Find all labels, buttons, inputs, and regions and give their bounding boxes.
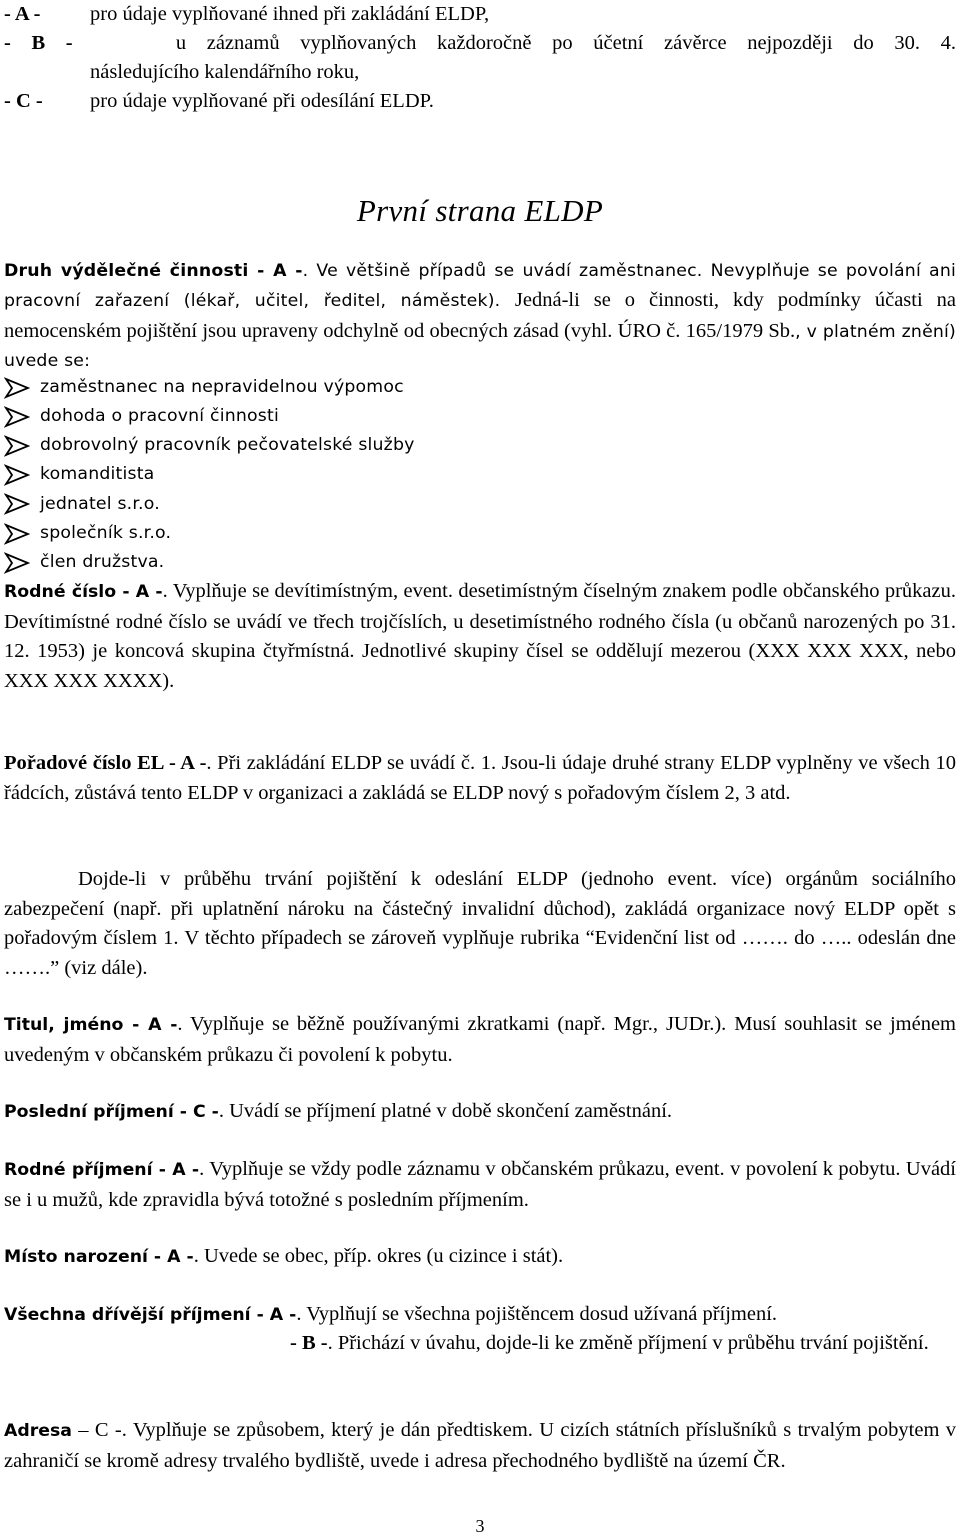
section-title: Adresa bbox=[4, 1421, 72, 1441]
section-text: . Vyplňuje se vždy podle záznamu v občanském průkazu, event. v povolení k pobytu. Uvádí se i u mužů, kde zpravidla bývá totožné s posledním příjmením. bbox=[4, 1158, 956, 1211]
arrow-bullet-icon bbox=[4, 406, 30, 428]
list-item-label: komanditista bbox=[40, 464, 155, 485]
section-title: Rodné číslo - A - bbox=[4, 582, 163, 602]
page-title: První strana ELDP bbox=[356, 193, 604, 228]
list-item-label: dobrovolný pracovník pečovatelské služby bbox=[40, 435, 415, 456]
legend-row-c bbox=[4, 87, 956, 117]
section-text: . Při zakládání ELDP se uvádí č. 1. Jsou-li údaje druhé strany ELDP vyplněny ve všech 10 řádcích, zůstává tento ELDP v organizaci a zakládá se ELDP nový s pořadovým číslem 2, 3 atd. bbox=[4, 752, 956, 804]
section-text: . Vyplňuje se způsobem, který je dán předtiskem. U cizích státních příslušníků s trvalým pobytem v zahraničí se kromě adresy trvalého bydliště, uvede i adresa přechodného bydliště na území ČR. bbox=[4, 1419, 957, 1472]
legend-marker: - B - bbox=[4, 32, 73, 54]
section-misto-narozeni bbox=[4, 1242, 956, 1273]
arrow-bullet-icon bbox=[4, 377, 30, 399]
section-text: . Vyplňují se všechna pojištěncem dosud užívaná příjmení. bbox=[296, 1303, 778, 1325]
section-rodne-cislo bbox=[4, 577, 956, 696]
list-item-label: dohoda o pracovní činnosti bbox=[40, 406, 279, 427]
arrow-bullet-icon bbox=[4, 493, 30, 515]
section-rodne-prijmeni bbox=[4, 1155, 956, 1215]
section-title: Titul, jméno - A - bbox=[4, 1015, 178, 1035]
legend-text: pro údaje vyplňované při odesílání ELDP. bbox=[90, 90, 434, 112]
section-text: . Uvede se obec, příp. okres (u cizince i stát). bbox=[193, 1245, 564, 1267]
activity-list bbox=[4, 373, 415, 577]
section-text-tail: , v platném znění) uvede se: bbox=[4, 321, 956, 371]
legend-marker: - A - bbox=[4, 3, 41, 25]
section-text-serif: Jedná-li se o činnosti, kdy podmínky účasti na nemocenském pojištění jsou upraveny odchylně od obecných zásad (vyhl. ÚRO č. 165/1979 Sb. bbox=[4, 289, 956, 342]
arrow-bullet-icon bbox=[4, 435, 30, 457]
list-item bbox=[4, 373, 415, 402]
section-title: Rodné příjmení - A - bbox=[4, 1160, 200, 1180]
section-dash: – C - bbox=[71, 1419, 122, 1441]
section-text: . Vyplňuje se devítimístným, event. desetimístným číselným znakem podle občanského průkazu. Devítimístné rodné číslo se uvádí ve třech trojčíslích, u desetimístného rodného čísla (u občanů narozených po 31. 12. 1953) je koncová skupina čtyřmístná. Jednotlivé skupiny čísel se oddělují mezerou (XXX XXX XXX, nebo XXX XXX XXXX). bbox=[4, 580, 956, 692]
section-vsechna-prijmeni bbox=[4, 1300, 956, 1331]
list-item-label: jednatel s.r.o. bbox=[40, 493, 160, 514]
section-posledni-prijmeni bbox=[4, 1097, 956, 1128]
list-item bbox=[4, 402, 415, 431]
section-text: . Vyplňuje se běžně používanými zkratkami (např. Mgr., JUDr.). Musí souhlasit se jménem uvedeným v občanském průkazu či povolení k pobytu. bbox=[4, 1013, 956, 1066]
list-item bbox=[4, 490, 415, 519]
list-item-label: společník s.r.o. bbox=[40, 522, 172, 543]
section-vsechna-b bbox=[290, 1329, 956, 1359]
section-druh bbox=[4, 257, 956, 376]
legend-marker: - C - bbox=[4, 90, 43, 112]
section-title: Poslední příjmení - C - bbox=[4, 1102, 219, 1122]
section-text: . Uvádí se příjmení platné v době skončení zaměstnání. bbox=[218, 1100, 673, 1122]
arrow-bullet-icon bbox=[4, 552, 30, 574]
legend-text: u záznamů vyplňovaných každoročně po účetní závěrce nejpozději do 30. 4. bbox=[175, 32, 957, 54]
legend-text: pro údaje vyplňované ihned při zakládání ELDP, bbox=[90, 3, 490, 25]
legend-row-b-cont: následujícího kalendářního roku, bbox=[90, 61, 360, 83]
legend-row-b bbox=[4, 29, 956, 59]
section-titul-jmeno bbox=[4, 1010, 956, 1070]
list-item-label: zaměstnanec na nepravidelnou výpomoc bbox=[40, 376, 404, 397]
section-poradove-cislo bbox=[4, 749, 956, 808]
list-item bbox=[4, 519, 415, 548]
legend-row-a bbox=[4, 0, 956, 30]
section-title: Všechna dřívější příjmení - A - bbox=[4, 1305, 297, 1325]
arrow-bullet-icon bbox=[4, 464, 30, 486]
arrow-bullet-icon bbox=[4, 523, 30, 545]
section-title: Místo narození - A - bbox=[4, 1247, 194, 1267]
section-adresa bbox=[4, 1416, 956, 1476]
section-text: . Ve většině případů se uvádí zaměstnanec. Nevyplňuje se povolání ani pracovní zařazení (lékař, učitel, ředitel, náměstek). bbox=[4, 261, 956, 312]
list-item bbox=[4, 461, 415, 490]
section-text: Dojde-li v průběhu trvání pojištění k odeslání ELDP (jednoho event. více) orgánům sociálního zabezpečení (např. při uplatnění nároku na částečný invalidní důchod), zakládá organizace nový ELDP opět s pořadovým číslem 1. V těchto případech se zároveň vyplňuje rubrika “Evidenční list od ……. do ….. odeslán dne …….” (viz dále). bbox=[4, 868, 956, 979]
page-number: 3 bbox=[475, 1516, 485, 1536]
section-poradove-paragraph-2 bbox=[4, 865, 956, 983]
section-text: . Přichází v úvahu, dojde-li ke změně příjmení v průběhu trvání pojištění. bbox=[327, 1332, 929, 1354]
list-item bbox=[4, 548, 415, 577]
list-item-label: člen družstva. bbox=[40, 551, 165, 572]
list-item bbox=[4, 431, 415, 460]
section-subtitle: - B - bbox=[290, 1332, 328, 1354]
section-title: Druh výdělečné činnosti - A - bbox=[4, 261, 303, 281]
section-title: Pořadové číslo EL - A - bbox=[4, 752, 207, 774]
